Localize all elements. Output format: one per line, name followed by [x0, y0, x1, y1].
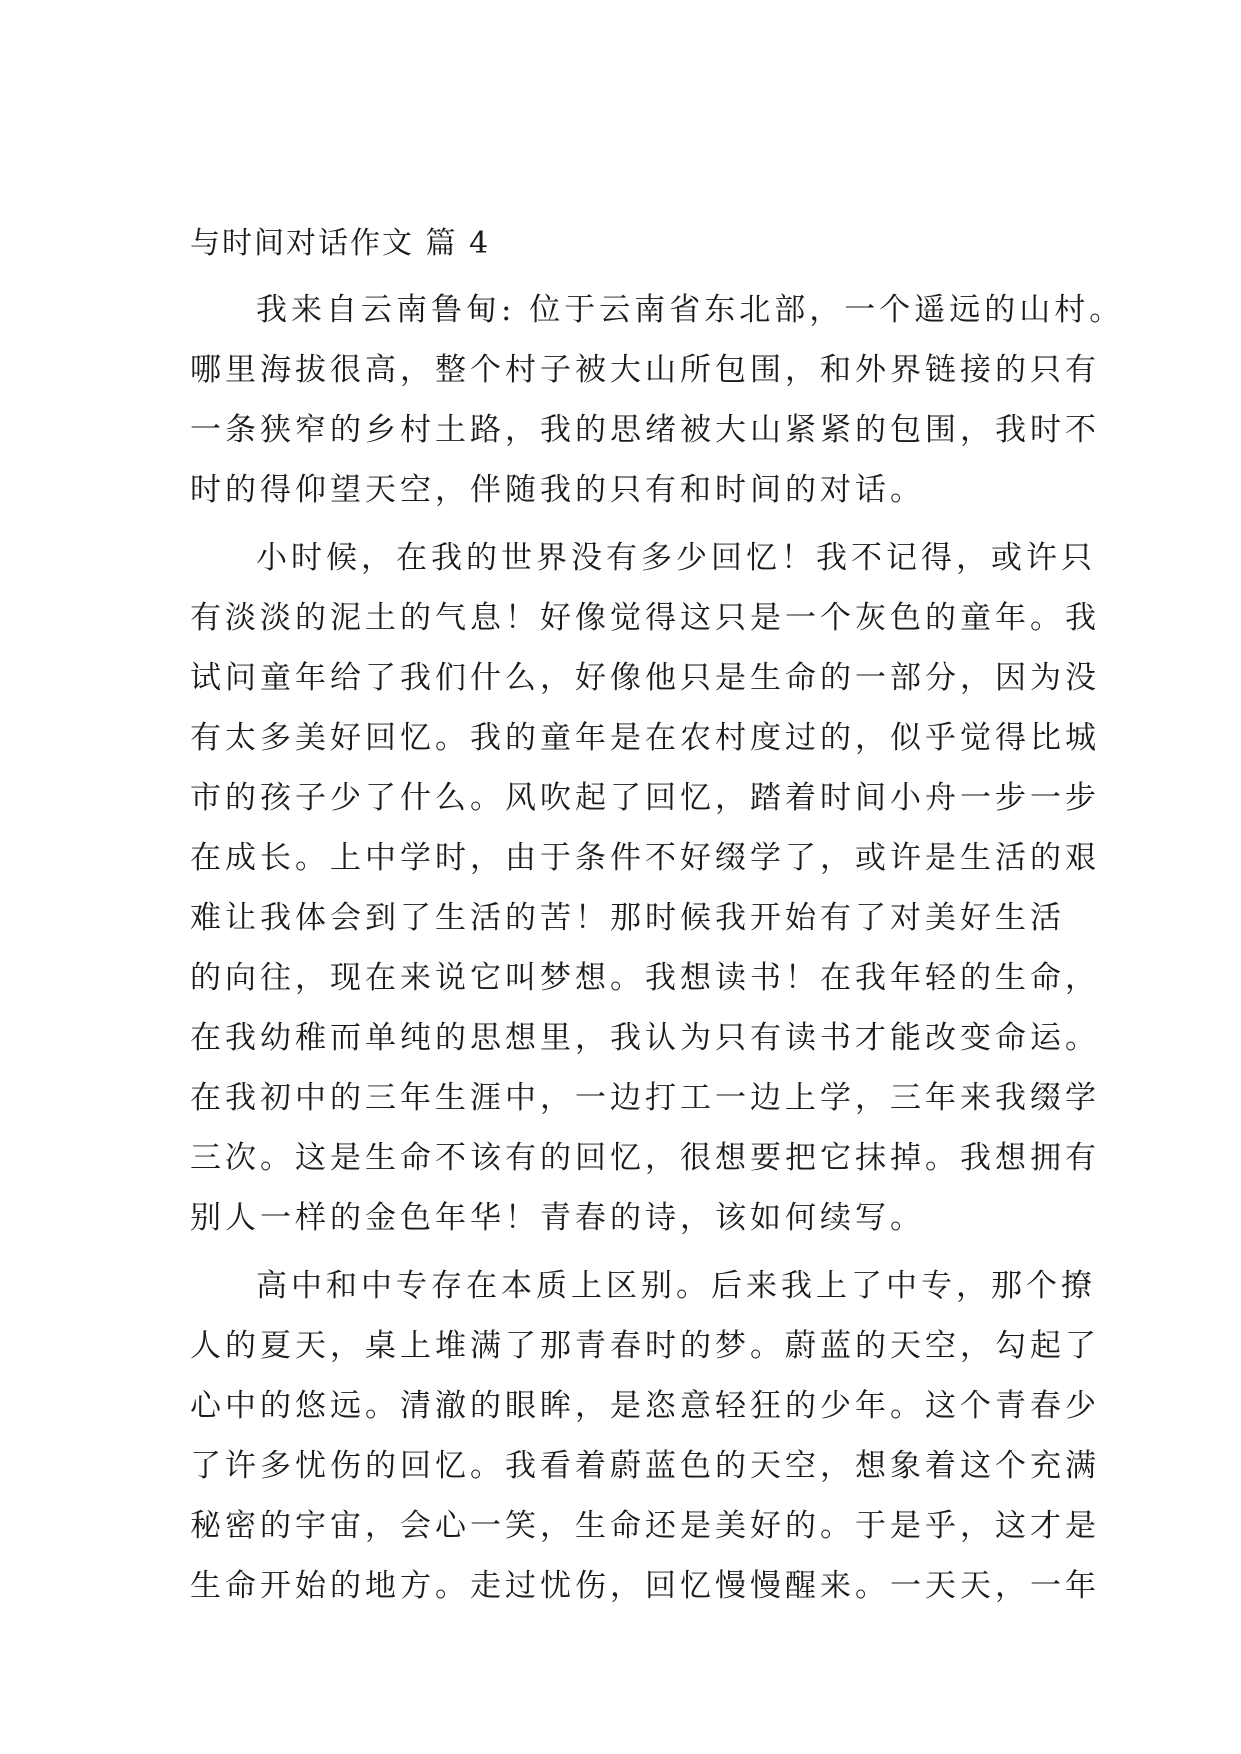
essay-body — [190, 280, 1125, 1616]
text-line: 三次。这是生命不该有的回忆，很想要把它抹掉。我想拥有 — [190, 1140, 1100, 1176]
text-line: 一条狭窄的乡村土路，我的思绪被大山紧紧的包围，我时不 — [190, 412, 1100, 448]
text-line: 生命开始的地方。走过忧伤，回忆慢慢醒来。一天天，一年 — [190, 1568, 1100, 1604]
text-line: 别人一样的金色年华！青春的诗，该如何续写。 — [190, 1200, 925, 1236]
paragraph-gap — [190, 520, 1070, 528]
text-line: 有太多美好回忆。我的童年是在农村度过的，似乎觉得比城 — [190, 720, 1100, 756]
essay-title: 与时间对话作文 篇 4 — [190, 226, 491, 261]
text-line: 试问童年给了我们什么，好像他只是生命的一部分，因为没 — [190, 660, 1100, 696]
paragraph-1 — [190, 280, 1125, 520]
text-line: 市的孩子少了什么。风吹起了回忆，踏着时间小舟一步一步 — [190, 780, 1100, 816]
text-line: 哪里海拔很高，整个村子被大山所包围，和外界链接的只有 — [190, 352, 1100, 388]
text-line: 在我幼稚而单纯的思想里，我认为只有读书才能改变命运。 — [190, 1020, 1100, 1056]
paragraph-gap — [190, 1248, 1070, 1256]
text-line: 在成长。上中学时，由于条件不好缀学了，或许是生活的艰 — [190, 840, 1100, 876]
text-line: 了许多忧伤的回忆。我看着蔚蓝色的天空，想象着这个充满 — [190, 1448, 1100, 1484]
text-line: 秘密的宇宙，会心一笑，生命还是美好的。于是乎，这才是 — [190, 1508, 1100, 1544]
text-line: 心中的悠远。清澈的眼眸，是恣意轻狂的少年。这个青春少 — [190, 1388, 1100, 1424]
text-line: 有淡淡的泥土的气息！好像觉得这只是一个灰色的童年。我 — [190, 600, 1100, 636]
text-line: 的向往，现在来说它叫梦想。我想读书！在我年轻的生命， — [190, 960, 1100, 996]
text-line: 在我初中的三年生涯中，一边打工一边上学，三年来我缀学 — [190, 1080, 1100, 1116]
text-line: 我来自云南鲁甸: 位于云南省东北部，一个遥远的山村。 — [256, 292, 1125, 328]
text-line: 难让我体会到了生活的苦！那时候我开始有了对美好生活 — [190, 900, 1065, 936]
paragraph-2 — [190, 528, 1100, 1248]
text-line: 时的得仰望天空，伴随我的只有和时间的对话。 — [190, 472, 925, 508]
paragraph-3 — [190, 1256, 1100, 1616]
text-line: 高中和中专存在本质上区别。后来我上了中专，那个撩 — [256, 1268, 1096, 1304]
text-line: 人的夏天，桌上堆满了那青春时的梦。蔚蓝的天空，勾起了 — [190, 1328, 1100, 1364]
text-line: 小时候，在我的世界没有多少回忆！我不记得，或许只 — [256, 540, 1096, 576]
